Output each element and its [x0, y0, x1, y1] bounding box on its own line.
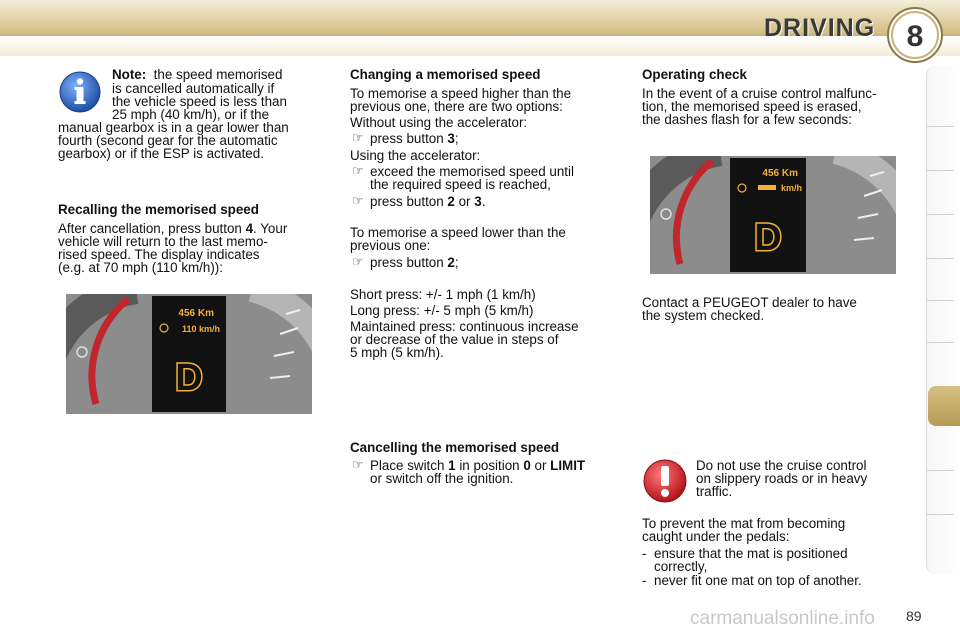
recall-heading: Recalling the memorised speed: [58, 202, 259, 217]
page-number: 89: [906, 608, 922, 624]
place-switch-line: Place switch 1 in position 0 or LIMIT: [370, 458, 586, 473]
pointing-hand-icon: ☞: [352, 130, 364, 145]
note-line-2: is cancelled automatically if: [112, 81, 275, 96]
operating-check-heading: Operating check: [642, 67, 747, 82]
note-line-5: manual gearbox is in a gear lower than: [58, 120, 289, 135]
note-line-1: Note: the speed memorised: [112, 67, 283, 82]
using-accelerator: Using the accelerator:: [350, 148, 481, 163]
dash-odometer: 456 Km: [178, 308, 214, 319]
press-button-2-or-3: press button 2 or 3.: [370, 194, 486, 209]
without-accelerator: Without using the accelerator:: [350, 115, 528, 130]
note-line-3: the vehicle speed is less than: [112, 94, 287, 109]
recall-line-3: rised speed. The display indicates: [58, 247, 260, 262]
recall-line-1: After cancellation, press button 4. Your: [58, 221, 288, 236]
press-button-3: press button 3;: [370, 131, 459, 146]
exceed-line-2: the required speed is reached,: [370, 177, 551, 192]
dash-gear: D: [754, 217, 782, 259]
mat-line-2: caught under the pedals:: [642, 529, 790, 544]
pointing-hand-icon: ☞: [352, 457, 364, 472]
note-line-4: 25 mph (40 km/h), or if the: [112, 107, 270, 122]
dash-odometer: 456 Km: [762, 168, 798, 179]
watermark: carmanualsonline.info: [690, 608, 875, 629]
check-line-1: In the event of a cruise control malfunc-: [642, 86, 877, 101]
maintained-line-2: or decrease of the value in steps of: [350, 332, 559, 347]
cancel-heading: Cancelling the memorised speed: [350, 440, 560, 455]
chapter-tab-active[interactable]: [928, 386, 960, 426]
contact-line-2: the system checked.: [642, 308, 765, 323]
mat-item-1-line-2: correctly,: [654, 559, 708, 574]
lower-line-1: To memorise a speed lower than the: [350, 225, 566, 240]
recall-line-4: (e.g. at 70 mph (110 km/h)):: [58, 260, 223, 275]
check-line-3: the dashes flash for a few seconds:: [642, 112, 852, 127]
mat-item-1-line-1: ensure that the mat is positioned: [654, 546, 848, 561]
pointing-hand-icon: ☞: [352, 254, 364, 269]
change-heading: Changing a memorised speed: [350, 67, 541, 82]
lower-line-2: previous one:: [350, 238, 431, 253]
short-press: Short press: +/- 1 mph (1 km/h): [350, 287, 536, 302]
dashboard-image-recall: [66, 294, 312, 414]
tab-divider: [926, 470, 954, 471]
recall-line-2: vehicle will return to the last memo-: [58, 234, 268, 249]
chapter-title: DRIVING: [764, 14, 876, 42]
tab-divider: [926, 258, 954, 259]
check-line-2: tion, the memorised speed is erased,: [642, 99, 862, 114]
mat-item-2: never fit one mat on top of another.: [654, 573, 862, 588]
exceed-line-1: exceed the memorised speed until: [370, 164, 574, 179]
contact-line-1: Contact a PEUGEOT dealer to have: [642, 295, 857, 310]
dash-speed: 110 km/h: [181, 324, 220, 334]
tab-divider: [926, 126, 954, 127]
dash-flashing-dashes: [758, 185, 776, 190]
tab-divider: [926, 214, 954, 215]
list-dash: -: [642, 546, 647, 561]
maintained-line-3: 5 mph (5 km/h).: [350, 345, 444, 360]
dash-speed: km/h: [780, 183, 802, 193]
pointing-hand-icon: ☞: [352, 163, 364, 178]
note-line-6: fourth (second gear for the automatic: [58, 133, 278, 148]
tab-divider: [926, 170, 954, 171]
mat-line-1: To prevent the mat from becoming: [642, 516, 846, 531]
tab-divider: [926, 514, 954, 515]
chapter-number-badge: [886, 6, 944, 64]
info-icon: [58, 70, 102, 114]
list-dash: -: [642, 573, 647, 588]
dash-gear: D: [175, 357, 203, 399]
tab-divider: [926, 342, 954, 343]
tab-divider: [926, 300, 954, 301]
higher-line-2: previous one, there are two options:: [350, 99, 563, 114]
maintained-line-1: Maintained press: continuous increase: [350, 319, 579, 334]
warning-line-2: on slippery roads or in heavy: [696, 471, 868, 486]
warning-icon: [642, 458, 688, 504]
warning-line-1: Do not use the cruise control: [696, 458, 867, 473]
switch-off-line: or switch off the ignition.: [370, 471, 514, 486]
warning-line-3: traffic.: [696, 484, 733, 499]
chapter-tab-strip: [926, 66, 960, 574]
long-press: Long press: +/- 5 mph (5 km/h): [350, 303, 534, 318]
higher-line-1: To memorise a speed higher than the: [350, 86, 572, 101]
press-button-2: press button 2;: [370, 255, 459, 270]
note-line-7: gearbox) or if the ESP is activated.: [58, 146, 264, 161]
chapter-number: 8: [906, 20, 924, 53]
pointing-hand-icon: ☞: [352, 193, 364, 208]
dashboard-image-check: [650, 156, 896, 274]
